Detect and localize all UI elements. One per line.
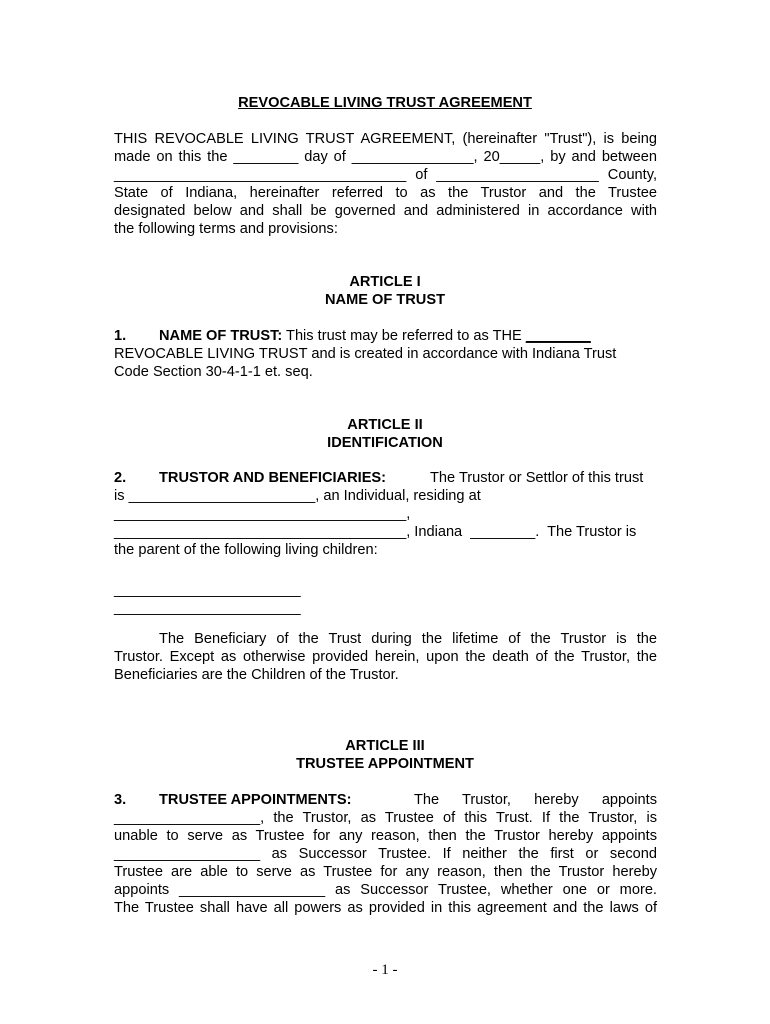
- intro-line: State of Indiana, hereinafter referred to as the Trustor and the Trustee: [114, 185, 657, 201]
- intro-line: designated below and shall be governed and administered in accordance with: [114, 203, 657, 219]
- child-blank: _______________________: [114, 582, 301, 598]
- section-line: Trustee are able to serve as Trustee for any reason, then the Trustor hereby: [114, 864, 657, 880]
- section-line: ____________________________________,: [114, 506, 411, 522]
- section-text: The Trustor, hereby appoints: [414, 792, 657, 808]
- section-text: This trust may be referred to as THE: [282, 328, 526, 344]
- article-subheading: NAME OF TRUST: [325, 292, 445, 308]
- section-text: The Trustor or Settlor of this trust: [430, 470, 644, 486]
- page-number: - 1 -: [372, 962, 398, 978]
- section-number: 3.: [114, 792, 127, 808]
- child-blank: _______________________: [114, 600, 301, 616]
- article-heading: ARTICLE I: [349, 274, 421, 290]
- intro-line: ____________________________________ of ____________________ County,: [114, 167, 657, 183]
- intro-line: THIS REVOCABLE LIVING TRUST AGREEMENT, (hereinafter "Trust"), is being: [114, 131, 657, 147]
- section-line: appoints __________________ as Successor Trustee, whether one or more.: [114, 882, 657, 898]
- document-title: REVOCABLE LIVING TRUST AGREEMENT: [238, 95, 532, 111]
- section-line: ____________________________________, Indiana ________. The Trustor is: [114, 524, 637, 540]
- section-label: NAME OF TRUST:: [159, 328, 283, 344]
- intro-line: made on this the ________ day of _______________, 20_____, by and between: [114, 149, 657, 165]
- section-number: 2.: [114, 470, 127, 486]
- paragraph-line: Trustor. Except as otherwise provided herein, upon the death of the Trustor, the: [114, 649, 657, 665]
- article-subheading: IDENTIFICATION: [327, 435, 443, 451]
- section-number: 1.: [114, 328, 127, 344]
- article-heading: ARTICLE III: [345, 738, 425, 754]
- section-line: [159, 327, 591, 345]
- blank-field: ________: [525, 328, 591, 344]
- section-line: is _______________________, an Individual, residing at: [114, 488, 481, 504]
- section-line: The Trustee shall have all powers as provided in this agreement and the laws of: [114, 900, 657, 916]
- section-line: unable to serve as Trustee for any reason, then the Trustor hereby appoints: [114, 828, 657, 844]
- section-line: __________________, the Trustor, as Trustee of this Trust. If the Trustor, is: [114, 810, 657, 826]
- section-label: TRUSTEE APPOINTMENTS:: [159, 792, 352, 808]
- article-heading: ARTICLE II: [347, 417, 423, 433]
- section-line: Code Section 30-4-1-1 et. seq.: [114, 364, 313, 380]
- paragraph-line: Beneficiaries are the Children of the Trustor.: [114, 667, 399, 683]
- section-line: __________________ as Successor Trustee. If neither the first or second: [114, 846, 657, 862]
- section-line: the parent of the following living children:: [114, 542, 378, 558]
- article-subheading: TRUSTEE APPOINTMENT: [296, 756, 474, 772]
- intro-line: the following terms and provisions:: [114, 221, 338, 237]
- section-line: REVOCABLE LIVING TRUST and is created in accordance with Indiana Trust: [114, 346, 617, 362]
- paragraph-line: The Beneficiary of the Trust during the lifetime of the Trustor is the: [159, 631, 657, 647]
- section-label: TRUSTOR AND BENEFICIARIES:: [159, 470, 387, 486]
